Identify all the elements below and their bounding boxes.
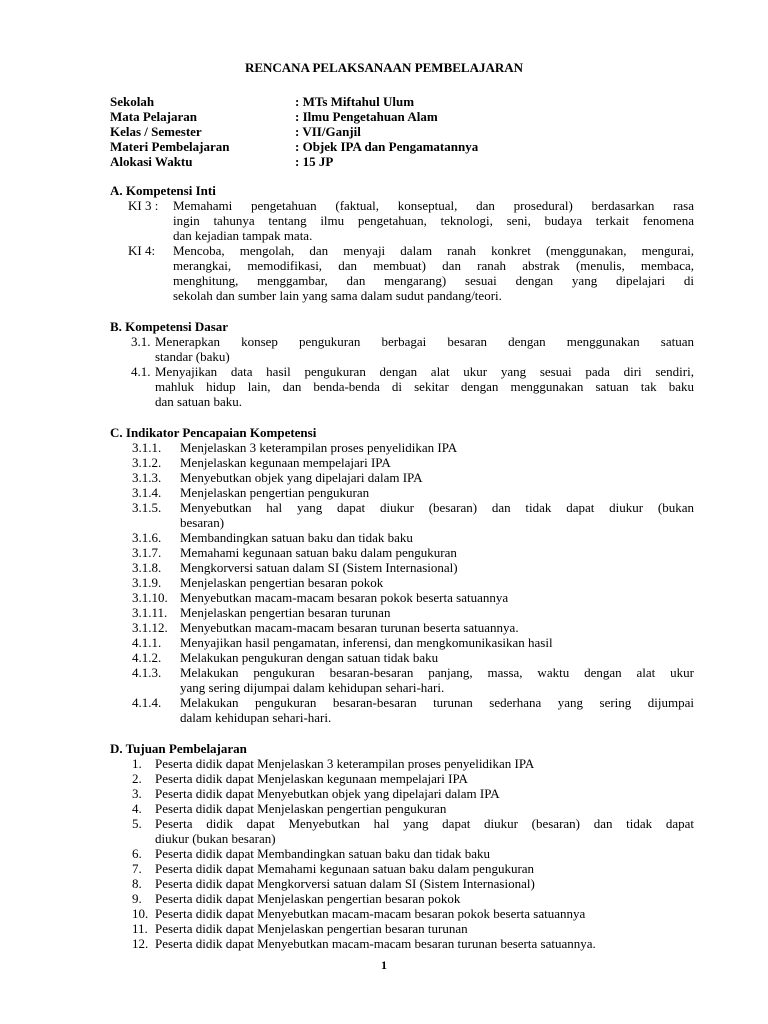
list-line: Menyajikan data hasil pengukuran dengan alat ukur yang sesuai pada diri sendiri,: [155, 364, 694, 379]
list-number: 3.1.1.: [132, 440, 162, 455]
list-line: standar (baku): [155, 349, 230, 364]
list-line: Peserta didik dapat Menyebutkan macam-macam besaran pokok beserta satuannya: [155, 906, 586, 921]
identity-value: : 15 JP: [295, 154, 334, 169]
list-line: Peserta didik dapat Menjelaskan pengertian besaran pokok: [155, 891, 461, 906]
list-line: Mengkorversi satuan dalam SI (Sistem Internasional): [180, 560, 458, 575]
list-line: Peserta didik dapat Mengkorversi satuan dalam SI (Sistem Internasional): [155, 876, 535, 891]
list-number: 3.1.9.: [132, 575, 162, 590]
list-line: Peserta didik dapat Menyebutkan objek yang dipelajari dalam IPA: [155, 786, 500, 801]
list-number: 12.: [132, 936, 149, 951]
list-line: Peserta didik dapat Memahami kegunaan satuan baku dalam pengukuran: [155, 861, 535, 876]
list-line: Menyebutkan objek yang dipelajari dalam IPA: [180, 470, 423, 485]
identity-label: Materi Pembelajaran: [110, 139, 230, 154]
list-number: 3.1.3.: [132, 470, 162, 485]
section-heading: D. Tujuan Pembelajaran: [110, 741, 247, 756]
list-line: Melakukan pengukuran dengan satuan tidak baku: [180, 650, 439, 665]
list-number: 3.1.5.: [132, 500, 162, 515]
list-line: yang sering dijumpai dalam kehidupan sehari-hari.: [180, 680, 445, 695]
identity-value: : Ilmu Pengetahuan Alam: [295, 109, 438, 124]
list-line: dalam kehidupan sehari-hari.: [180, 710, 332, 725]
list-number: 7.: [132, 861, 142, 876]
list-number: 11.: [132, 921, 148, 936]
list-line: Menjelaskan 3 keterampilan proses penyelidikan IPA: [180, 440, 458, 455]
list-number: 3.: [132, 786, 142, 801]
page-number: 1: [381, 958, 387, 972]
list-line: Peserta didik dapat Menjelaskan pengertian besaran turunan: [155, 921, 468, 936]
list-line: Melakukan pengukuran besaran-besaran turunan sederhana yang sering dijumpai: [180, 695, 694, 710]
list-line: ingin tahunya tentang ilmu pengetahuan, teknologi, seni, budaya terkait fenomena: [173, 213, 694, 228]
list-number: 3.1.6.: [132, 530, 162, 545]
identity-value: : Objek IPA dan Pengamatannya: [295, 139, 479, 154]
section-heading: A. Kompetensi Inti: [110, 183, 216, 198]
list-line: Menyebutkan macam-macam besaran pokok beserta satuannya: [180, 590, 509, 605]
list-line: diukur (bukan besaran): [155, 831, 276, 846]
list-line: sekolah dan sumber lain yang sama dalam sudut pandang/teori.: [173, 288, 502, 303]
list-number: 5.: [132, 816, 142, 831]
identity-value: : MTs Miftahul Ulum: [295, 94, 415, 109]
list-line: Memahami pengetahuan (faktual, konseptual, dan prosedural) berdasarkan rasa: [173, 198, 694, 213]
list-number: 9.: [132, 891, 142, 906]
list-number: 4.1.2.: [132, 650, 162, 665]
list-line: besaran): [180, 515, 225, 530]
list-line: Menyebutkan macam-macam besaran turunan beserta satuannya.: [180, 620, 519, 635]
identity-value: : VII/Ganjil: [295, 124, 361, 139]
list-number: 2.: [132, 771, 142, 786]
list-number: 1.: [132, 756, 142, 771]
list-number: 4.1.3.: [132, 665, 162, 680]
list-number: 3.1.2.: [132, 455, 162, 470]
list-line: Menjelaskan pengertian besaran pokok: [180, 575, 384, 590]
list-line: Memahami kegunaan satuan baku dalam pengukuran: [180, 545, 457, 560]
list-line: dan kejadian tampak mata.: [173, 228, 313, 243]
list-line: Peserta didik dapat Menyebutkan macam-macam besaran turunan beserta satuannya.: [155, 936, 596, 951]
list-line: merangkai, memodifikasi, dan membuat) dan ranah abstrak (menulis, membaca,: [173, 258, 694, 273]
list-line: Menyebutkan hal yang dapat diukur (besaran) dan tidak dapat diukur (bukan: [180, 500, 694, 515]
list-line: Menyajikan hasil pengamatan, inferensi, dan mengkomunikasikan hasil: [180, 635, 553, 650]
list-number: 4.1.1.: [132, 635, 162, 650]
list-number: 3.1.12.: [132, 620, 168, 635]
list-number: 4.: [132, 801, 142, 816]
list-number: 3.1.7.: [132, 545, 162, 560]
list-line: Menjelaskan kegunaan mempelajari IPA: [180, 455, 391, 470]
list-line: Peserta didik dapat Menjelaskan 3 keterampilan proses penyelidikan IPA: [155, 756, 535, 771]
list-line: Mencoba, mengolah, dan menyaji dalam ranah konkret (menggunakan, mengurai,: [173, 243, 694, 258]
list-line: menghitung, menggambar, dan mengarang) sesuai dengan yang dipelajari di: [173, 273, 694, 288]
list-line: Melakukan pengukuran besaran-besaran panjang, massa, waktu dengan alat ukur: [180, 665, 694, 680]
list-line: dan satuan baku.: [155, 394, 243, 409]
section-heading: B. Kompetensi Dasar: [110, 319, 229, 334]
list-line: Peserta didik dapat Menyebutkan hal yang dapat diukur (besaran) dan tidak dapat: [155, 816, 694, 831]
identity-label: Sekolah: [110, 94, 155, 109]
list-line: Menjelaskan pengertian pengukuran: [180, 485, 370, 500]
list-line: Menjelaskan pengertian besaran turunan: [180, 605, 391, 620]
list-number: 3.1.11.: [132, 605, 168, 620]
list-number: 3.1.: [131, 334, 151, 349]
identity-label: Alokasi Waktu: [110, 154, 193, 169]
list-line: mahluk hidup lain, dan benda-benda di sekitar dengan menggunakan satuan tak baku: [155, 379, 694, 394]
identity-label: Mata Pelajaran: [110, 109, 198, 124]
identity-label: Kelas / Semester: [110, 124, 202, 139]
list-number: 3.1.4.: [132, 485, 162, 500]
list-number: 4.1.: [131, 364, 151, 379]
section-heading: C. Indikator Pencapaian Kompetensi: [110, 425, 317, 440]
list-line: Peserta didik dapat Membandingkan satuan baku dan tidak baku: [155, 846, 491, 861]
list-number: 8.: [132, 876, 142, 891]
list-number: 3.1.10.: [132, 590, 168, 605]
list-number: 4.1.4.: [132, 695, 162, 710]
list-number: 10.: [132, 906, 149, 921]
list-line: Peserta didik dapat Menjelaskan pengertian pengukuran: [155, 801, 447, 816]
list-line: Menerapkan konsep pengukuran berbagai besaran dengan menggunakan satuan: [155, 334, 694, 349]
list-number: KI 4:: [128, 243, 156, 258]
document-title: RENCANA PELAKSANAAN PEMBELAJARAN: [244, 60, 524, 75]
list-number: 6.: [132, 846, 142, 861]
list-number: KI 3 :: [128, 198, 159, 213]
list-number: 3.1.8.: [132, 560, 162, 575]
list-line: Membandingkan satuan baku dan tidak baku: [180, 530, 413, 545]
list-line: Peserta didik dapat Menjelaskan kegunaan mempelajari IPA: [155, 771, 468, 786]
